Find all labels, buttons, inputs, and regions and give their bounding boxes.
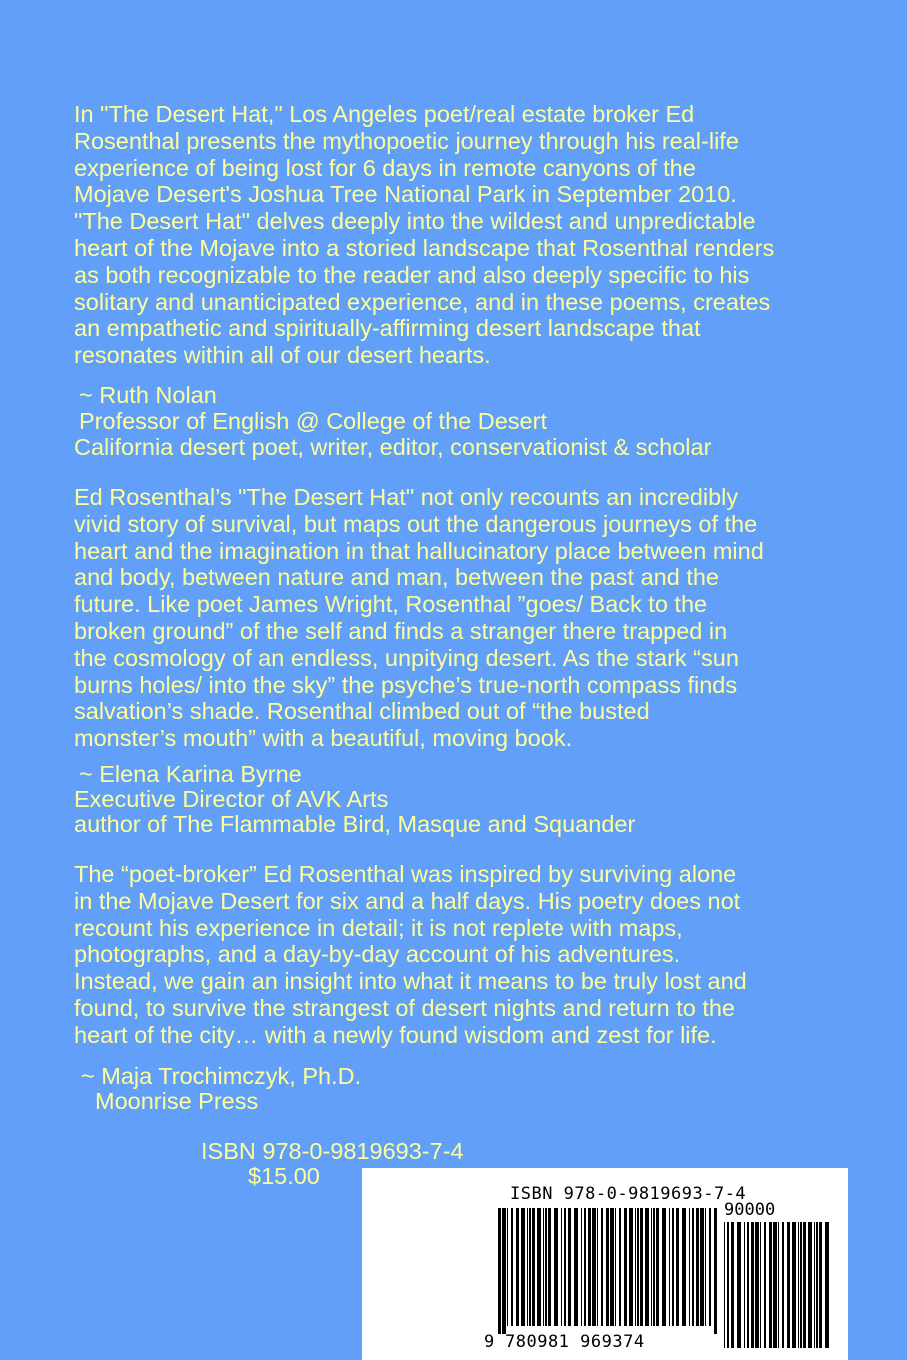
review-2-credential: Executive Director of AVK Arts — [74, 786, 389, 812]
barcode-bar — [498, 1208, 501, 1334]
review-3 — [74, 861, 747, 1049]
barcode-bar — [532, 1208, 535, 1326]
review-1-line: In "The Desert Hat," Los Angeles poet/real estate broker Ed — [74, 101, 695, 127]
barcode-bar — [545, 1208, 547, 1326]
barcode-bar — [764, 1222, 766, 1348]
barcode-bar — [507, 1208, 508, 1326]
barcode-bar — [516, 1208, 519, 1326]
isbn-number: ISBN 978-0-9819693-7-4 — [201, 1138, 464, 1164]
barcode-bar — [651, 1208, 652, 1326]
review-1-line: Rosenthal presents the mythopoetic journey through his real-life — [74, 127, 739, 154]
barcode-bar — [731, 1222, 734, 1348]
review-1-author: ~ Ruth Nolan — [79, 382, 217, 408]
review-2-line: broken ground” of the self and finds a stranger there trapped in — [74, 617, 728, 644]
barcode-bar — [751, 1222, 754, 1348]
review-2-line: future. Like poet James Wright, Rosenthal ”goes/ Back to the — [74, 591, 708, 618]
barcode-bar — [619, 1208, 621, 1326]
barcode-bar — [816, 1222, 818, 1348]
barcode-bar — [819, 1222, 822, 1348]
barcode-bar — [798, 1222, 799, 1348]
barcode-bar — [700, 1208, 704, 1326]
barcode-bar — [689, 1208, 690, 1326]
barcode-bar — [692, 1208, 694, 1326]
review-2-line: and body, between nature and man, between the past and the — [74, 564, 719, 591]
barcode-bar — [778, 1222, 779, 1348]
review-1-credential: Professor of English @ College of the Desert — [79, 408, 547, 434]
barcode-bar — [521, 1208, 525, 1326]
barcode-bar — [527, 1208, 528, 1326]
barcode-bar — [564, 1208, 566, 1326]
review-2-line: burns holes/ into the sky” the psyche’s true-north compass finds — [74, 671, 738, 698]
barcode-bar — [502, 1208, 506, 1334]
barcode-bar — [635, 1208, 636, 1326]
review-1-line: Mojave Desert's Joshua Tree National Park in September 2010. — [74, 181, 737, 208]
barcode-bar — [724, 1222, 725, 1348]
barcode-addon-number: 90000 — [724, 1200, 776, 1220]
barcode-bar — [760, 1222, 761, 1348]
barcode-bar — [588, 1208, 591, 1326]
barcode-bar — [682, 1208, 686, 1326]
barcode-bar — [640, 1208, 643, 1326]
barcode-bar — [737, 1222, 741, 1348]
barcode-bar — [554, 1208, 558, 1326]
barcode-bar — [511, 1208, 513, 1326]
review-3-line: photographs, and a day-by-day account of his adventures. — [74, 941, 681, 968]
barcode-bar — [662, 1208, 666, 1326]
barcode-bar — [568, 1208, 571, 1326]
review-1-line: an empathetic and spiritually-affirming desert landscape that — [74, 315, 701, 342]
barcode-bar — [537, 1208, 541, 1326]
barcode-bar — [808, 1222, 812, 1348]
review-1-line: experience of being lost for 6 days in remote canyons of the — [74, 154, 696, 181]
barcode-ean-digits: 780981 969374 — [505, 1332, 645, 1352]
barcode-bar — [714, 1208, 717, 1334]
barcode-bar — [645, 1208, 649, 1326]
barcode-bar — [529, 1208, 531, 1326]
review-1-line: as both recognizable to the reader and also deeply specific to his — [74, 261, 750, 288]
barcode-bar — [581, 1208, 582, 1326]
barcode-isbn-label: ISBN 978-0-9819693-7-4 — [510, 1184, 747, 1204]
barcode-bar — [696, 1208, 699, 1326]
review-2-credential: author of The Flammable Bird, Masque and Squander — [74, 811, 636, 837]
barcode-bar — [672, 1208, 674, 1326]
review-3-line: Instead, we gain an insight into what it means to be truly lost and — [74, 968, 747, 995]
review-3-line: The “poet-broker” Ed Rosenthal was inspired by surviving alone — [74, 861, 737, 887]
review-2-line: Ed Rosenthal’s "The Desert Hat" not only recounts an incredibly — [74, 484, 739, 510]
review-1 — [74, 101, 774, 369]
barcode-bar — [669, 1208, 670, 1326]
barcode — [362, 1168, 848, 1360]
barcode-bar — [747, 1222, 749, 1348]
review-1-line: heart of the Mojave into a storied landscape that Rosenthal renders — [74, 234, 775, 261]
barcode-bar — [676, 1208, 679, 1326]
review-3-line: heart of the city… with a newly found wisdom and zest for life. — [74, 1021, 717, 1048]
review-1-line: solitary and unanticipated experience, and in these poems, creates — [74, 288, 771, 315]
barcode-bar — [744, 1222, 745, 1348]
barcode-bar — [543, 1208, 544, 1326]
barcode-bar — [629, 1208, 633, 1326]
review-1-line: "The Desert Hat" delves deeply into the wildest and unpredictable — [74, 208, 756, 235]
barcode-bar — [653, 1208, 655, 1326]
review-3-line: recount his experience in detail; it is not replete with maps, — [74, 914, 683, 941]
review-3-credential: Moonrise Press — [95, 1088, 259, 1114]
barcode-bar — [773, 1222, 777, 1348]
barcode-bar — [792, 1222, 796, 1348]
review-2-line: heart and the imagination in that hallucinatory place between mind — [74, 537, 764, 564]
barcode-bar — [787, 1222, 790, 1348]
review-2-author: ~ Elena Karina Byrne — [79, 761, 302, 787]
barcode-bar — [592, 1208, 596, 1326]
barcode-bar — [803, 1222, 806, 1348]
barcode-bar — [755, 1222, 759, 1348]
review-2-line: vivid story of survival, but maps out the dangerous journeys of the — [74, 510, 758, 537]
barcode-bar — [814, 1222, 815, 1348]
review-2-line: salvation’s shade. Rosenthal climbed out of “the busted — [74, 698, 650, 725]
review-3-line: found, to survive the strangest of desert nights and return to the — [74, 994, 736, 1021]
barcode-bar — [610, 1208, 614, 1326]
barcode-bar — [584, 1208, 586, 1326]
review-3-line: in the Mojave Desert for six and a half days. His poetry does not — [74, 887, 741, 914]
review-2-line: monster’s mouth” with a beautiful, moving book. — [74, 725, 573, 752]
barcode-bar — [548, 1208, 551, 1326]
barcode-bar — [606, 1208, 609, 1326]
review-2 — [74, 484, 764, 752]
barcode-bar — [615, 1208, 616, 1326]
review-3-author: ~ Maja Trochimczyk, Ph.D. — [81, 1063, 362, 1089]
barcode-bar — [656, 1208, 659, 1326]
barcode-bar — [709, 1208, 711, 1326]
barcode-bar — [574, 1208, 578, 1326]
review-1-credential: California desert poet, writer, editor, conservationist & scholar — [74, 434, 712, 460]
barcode-bar — [825, 1222, 829, 1348]
barcode-bar — [727, 1222, 729, 1348]
barcode-bar — [705, 1208, 706, 1326]
barcode-bar — [769, 1222, 772, 1348]
barcode-bar — [782, 1222, 784, 1348]
review-2-line: the cosmology of an endless, unpitying desert. As the stark “sun — [74, 644, 739, 671]
barcode-bar — [624, 1208, 627, 1326]
barcode-bar — [597, 1208, 598, 1326]
barcode-bar — [637, 1208, 639, 1326]
barcode-bar — [561, 1208, 562, 1326]
barcode-bar — [800, 1222, 802, 1348]
review-1-line: resonates within all of our desert hearts. — [74, 342, 491, 369]
barcode-ean-prefix: 9 — [484, 1332, 495, 1352]
book-price: $15.00 — [248, 1163, 320, 1189]
barcode-bar — [601, 1208, 603, 1326]
